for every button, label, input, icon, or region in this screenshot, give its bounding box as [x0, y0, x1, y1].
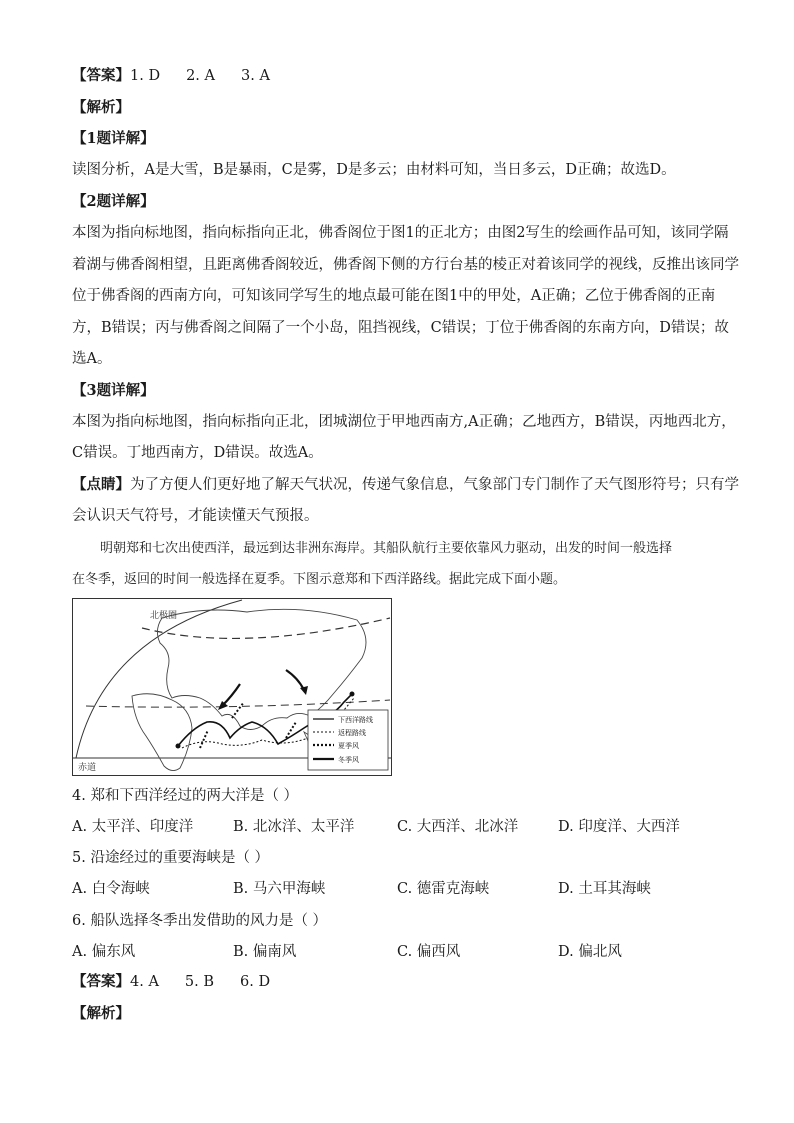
question-option: C. 大西洋、北冰洋 — [397, 819, 519, 835]
q3-detail-line: 本图为指向标地图，指向标指向正北，团城湖位于甲地西南方,A正确；乙地西方，B错误，丙地西北方， — [72, 414, 736, 430]
q1-detail-tag: 【1题详解】 — [72, 130, 155, 147]
question-option: B. 偏南风 — [233, 944, 297, 960]
question-option: A. 太平洋、印度洋 — [72, 819, 194, 835]
answer-item: 4. A — [130, 974, 159, 990]
q2-detail-line: 位于佛香阁的西南方向，可知该同学写生的地点最可能在图1中的甲处，A正确；乙位于佛香阁的正南 — [72, 288, 716, 304]
intro-line: 明朝郑和七次出使西洋，最远到达非洲东海岸。其船队航行主要依靠风力驱动，出发的时间一般选择 — [100, 541, 673, 556]
q3-detail-line: C错误。丁地西南方，D错误。故选A。 — [72, 445, 323, 461]
route-endpoint — [176, 744, 181, 749]
q2-detail-line: 方，B错误；丙与佛香阁之间隔了一个小岛，阻挡视线，C错误；丁位于佛香阁的东南方向，D错误；故 — [72, 320, 729, 336]
route-endpoint — [350, 692, 355, 697]
answer-item: 5. B — [184, 974, 215, 990]
answer-tag: 【答案】 — [72, 67, 130, 84]
zheng-he-route-map — [72, 598, 392, 776]
tip-tag: 【点睛】 — [72, 476, 130, 493]
answer-item: 6. D — [240, 974, 271, 990]
legend-label: 返程路线 — [338, 729, 366, 737]
answer-item: 2. A — [186, 68, 215, 84]
question-option: D. 土耳其海峡 — [558, 881, 651, 897]
answer-line-2 — [72, 972, 296, 992]
answer-line-1 — [72, 66, 296, 86]
question-option: C. 偏西风 — [397, 944, 461, 960]
question-option: A. 白令海峡 — [72, 881, 150, 897]
legend-label: 冬季风 — [338, 756, 359, 764]
legend-label: 夏季风 — [338, 742, 359, 750]
q1-detail-text: 读图分析，A是大雪，B是暴雨，C是雾，D是多云；由材料可知，当日多云，D正确；故选D。 — [72, 162, 676, 178]
q2-detail-line: 本图为指向标地图，指向标指向正北，佛香阁位于图1的正北方；由图2写生的绘画作品可知，该同学隔 — [72, 225, 729, 241]
arctic-circle-label: 北极圈 — [150, 611, 178, 621]
question-option: B. 北冰洋、太平洋 — [233, 819, 355, 835]
q2-detail-tag: 【2题详解】 — [72, 193, 155, 210]
q2-detail-line: 选A。 — [72, 351, 112, 367]
question-stem: 4. 郑和下西洋经过的两大洋是（ ） — [72, 788, 299, 804]
tip-line — [72, 475, 739, 495]
question-option: C. 德雷克海峡 — [397, 881, 490, 897]
answer-item: 3. A — [241, 68, 270, 84]
question-option: B. 马六甲海峡 — [233, 881, 326, 897]
intro-line: 在冬季，返回的时间一般选择在夏季。下图示意郑和下西洋路线。据此完成下面小题。 — [72, 572, 567, 587]
question-option: D. 偏北风 — [558, 944, 622, 960]
analysis-tag: 【解析】 — [72, 1005, 130, 1022]
question-option: A. 偏东风 — [72, 944, 136, 960]
question-stem: 6. 船队选择冬季出发借助的风力是（ ） — [72, 913, 328, 929]
q3-detail-tag: 【3题详解】 — [72, 382, 155, 399]
q2-detail-line: 着湖与佛香阁相望，且距离佛香阁较近，佛香阁下侧的方行台基的棱正对着该同学的视线，反推出该同学 — [72, 257, 739, 273]
analysis-tag: 【解析】 — [72, 99, 130, 116]
question-stem: 5. 沿途经过的重要海峡是（ ） — [72, 850, 270, 866]
question-option: D. 印度洋、大西洋 — [558, 819, 680, 835]
answer-tag: 【答案】 — [72, 973, 130, 990]
legend-label: 下西洋路线 — [338, 716, 373, 724]
equator-label: 赤道 — [78, 763, 97, 773]
tip-text: 为了方便人们更好地了解天气状况，传递气象信息，气象部门专门制作了天气图形符号；只有学 — [130, 477, 739, 493]
answer-item: 1. D — [130, 68, 161, 84]
tip-line: 会认识天气符号，才能读懂天气预报。 — [72, 508, 319, 524]
